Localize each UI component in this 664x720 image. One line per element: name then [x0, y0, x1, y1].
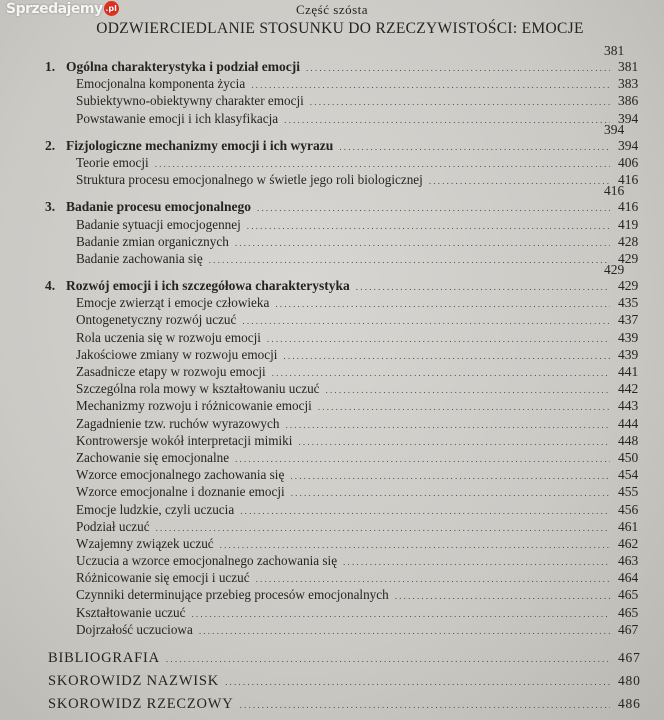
page-number: 416 [618, 199, 639, 215]
chapter-number: 4. [45, 278, 56, 294]
item-title: Emocjonalna komponenta życia [76, 76, 246, 92]
toc-chapter-row [0, 183, 664, 215]
toc-item-row [0, 171, 664, 188]
toc-item-row [0, 75, 664, 92]
page-number: 406 [618, 154, 639, 170]
toc-item-row [0, 552, 664, 569]
item-title: Wzajemny związek uczuć [76, 535, 214, 551]
item-title: Emocje zwierząt i emocje człowieka [76, 295, 270, 311]
toc-item-row [0, 518, 664, 535]
item-title: Zachowanie się emocjonalne [76, 449, 230, 465]
toc-item-row [0, 92, 664, 109]
section-page-number: 416 [604, 183, 625, 199]
toc-item-row [0, 329, 664, 346]
page-number: 441 [618, 364, 639, 379]
watermark-text: Sprzedajemy [6, 1, 103, 17]
toc-item-row [0, 397, 664, 414]
page-number: 455 [618, 484, 639, 500]
toc-chapter-row [0, 262, 664, 294]
chapter-number: 1. [45, 59, 56, 74]
toc-chapter-row [0, 43, 664, 75]
page-number: 383 [618, 76, 639, 92]
watermark-logo [6, 1, 119, 17]
chapter-title: Badanie procesu emocjonalnego [66, 199, 251, 215]
table-of-contents [0, 43, 664, 715]
toc-item-row [0, 216, 664, 233]
page-number: 429 [618, 278, 639, 294]
item-title: Subiektywno-obiektywny charakter emocji [76, 93, 304, 109]
back-matter-title: BIBLIOGRAFIA [48, 650, 160, 666]
toc-item-row [0, 586, 664, 603]
item-title: Struktura procesu emocjonalnego w świetle jego roli biologicznej [76, 172, 423, 188]
page-number: 439 [618, 329, 639, 345]
watermark-badge: .pl [104, 1, 119, 16]
chapter-title: Ogólna charakterystyka i podział emocji [66, 59, 300, 74]
back-matter-title: SKOROWIDZ NAZWISK [48, 673, 220, 689]
part-title: ODZWIERCIEDLANIE STOSUNKU DO RZECZYWISTOŚCI: EMOCJE [96, 20, 584, 37]
toc-back-matter-row [0, 646, 664, 669]
item-title: Badanie sytuacji emocjogennej [76, 216, 241, 232]
item-title: Mechanizmy rozwoju i różnicowanie emocji [76, 398, 312, 414]
page-number: 456 [618, 501, 639, 517]
toc-item-row [0, 621, 664, 638]
page-number: 442 [618, 381, 639, 397]
item-title: Podział uczuć [76, 518, 150, 534]
item-title: Dojrzałość uczuciowa [76, 621, 193, 637]
item-title: Szczególna rola mowy w kształtowaniu uczuć [76, 381, 320, 397]
toc-item-row [0, 604, 664, 621]
page-number: 467 [618, 621, 639, 637]
item-title: Ontogenetyczny rozwój uczuć [76, 312, 237, 328]
toc-item-row [0, 466, 664, 483]
toc-item-row [0, 154, 664, 171]
item-title: Kształtowanie uczuć [76, 604, 186, 620]
page-number: 429 [618, 250, 639, 266]
page-number: 480 [618, 673, 641, 688]
page-number: 461 [618, 518, 639, 534]
item-title: Powstawanie emocji i ich klasyfikacja [76, 110, 279, 126]
page-number: 463 [618, 553, 639, 569]
page-number: 464 [618, 570, 639, 586]
toc-item-row [0, 501, 664, 518]
toc-item-row [0, 363, 664, 380]
item-title: Zagadnienie tzw. ruchów wyrazowych [76, 415, 280, 431]
page-number: 435 [618, 295, 639, 311]
page-number: 465 [618, 587, 639, 603]
item-title: Wzorce emocjonalnego zachowania się [76, 467, 285, 483]
toc-item-row [0, 110, 664, 127]
toc-item-row [0, 415, 664, 432]
dot-leader [209, 252, 610, 269]
page-number: 462 [618, 535, 639, 551]
section-page-number: 381 [604, 43, 625, 58]
toc-item-row [0, 311, 664, 328]
item-title: Czynniki determinujące przebieg procesów emocjonalnych [76, 587, 389, 603]
item-title: Jakościowe zmiany w rozwoju emocji [76, 346, 278, 362]
toc-item-row [0, 569, 664, 586]
item-title: Wzorce emocjonalne i doznanie emocji [76, 484, 285, 500]
dot-leader [199, 623, 610, 640]
page-number: 437 [618, 312, 639, 328]
toc-back-matter-row [0, 669, 664, 692]
toc-item-row [0, 294, 664, 311]
page-number: 467 [618, 650, 641, 665]
page-number: 443 [618, 398, 639, 414]
section-page-number: 394 [604, 121, 625, 137]
toc-item-row [0, 380, 664, 397]
dot-leader [284, 112, 610, 129]
page-number: 465 [618, 604, 639, 620]
toc-item-row [0, 432, 664, 449]
toc-item-row [0, 346, 664, 363]
toc-item-row [0, 483, 664, 500]
item-title: Emocje ludzkie, czyli uczucia [76, 501, 235, 517]
dot-leader [225, 671, 610, 694]
section-page-number: 429 [604, 262, 625, 278]
toc-item-row [0, 233, 664, 250]
dot-leader [166, 648, 610, 671]
page-number: 448 [618, 432, 639, 448]
page-number: 428 [618, 233, 639, 249]
item-title: Rola uczenia się w rozwoju emocji [76, 329, 261, 345]
item-title: Różnicowanie się emocji i uczuć [76, 570, 250, 586]
chapter-title: Rozwój emocji i ich szczegółowa charakterystyka [66, 278, 350, 294]
toc-back-matter-row [0, 692, 664, 715]
item-title: Teorie emocji [76, 154, 149, 170]
page-number: 394 [618, 137, 639, 153]
toc-item-row [0, 250, 664, 267]
item-title: Badanie zachowania się [76, 250, 203, 266]
toc-chapter-row [0, 121, 664, 154]
page-number: 486 [618, 696, 641, 711]
item-title: Zasadnicze etapy w rozwoju emocji [76, 364, 266, 379]
page-number: 394 [618, 110, 639, 126]
page-number: 381 [618, 59, 639, 74]
dot-leader [240, 694, 610, 717]
page-number: 444 [618, 415, 639, 431]
page-number: 450 [618, 449, 639, 465]
page-number: 416 [618, 172, 639, 188]
page-number: 439 [618, 346, 639, 362]
chapter-number: 2. [45, 137, 56, 153]
item-title: Badanie zmian organicznych [76, 233, 229, 249]
toc-item-row [0, 535, 664, 552]
dot-leader [429, 173, 610, 190]
page-number: 419 [618, 216, 639, 232]
item-title: Uczucia a wzorce emocjonalnego zachowania się [76, 553, 338, 569]
part-label: Część szósta [295, 2, 369, 17]
back-matter-title: SKOROWIDZ RZECZOWY [48, 696, 234, 712]
chapter-title: Fizjologiczne mechanizmy emocji i ich wyrazu [66, 137, 334, 153]
item-title: Kontrowersje wokół interpretacji mimiki [76, 432, 293, 448]
chapter-number: 3. [45, 199, 56, 215]
page-number: 454 [618, 467, 639, 483]
page-number: 386 [618, 93, 639, 109]
toc-item-row [0, 449, 664, 466]
